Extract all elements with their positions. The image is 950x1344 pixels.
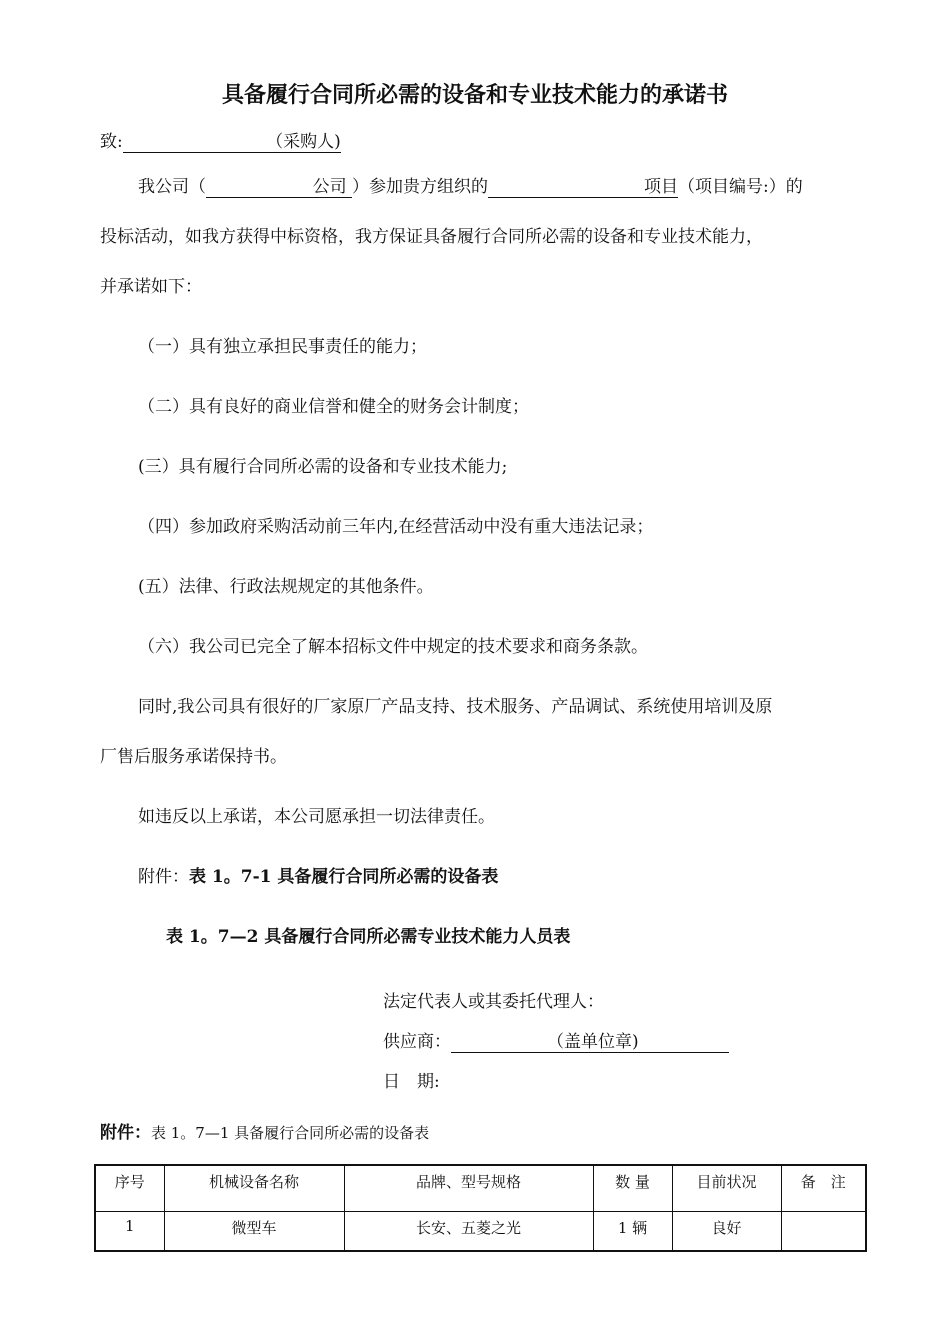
- commitment-item-5: (五）法律、行政法规规定的其他条件。: [138, 577, 434, 597]
- purchaser-label: （采购人): [266, 132, 341, 152]
- supplier-label: 供应商：: [383, 1032, 451, 1052]
- commitment-item-1: （一）具有独立承担民事责任的能力；: [138, 337, 427, 357]
- attachment-table-2: 表 1。7—2 具备履行合同所必需专业技术能力人员表: [166, 927, 571, 947]
- header-equipment-name: 机械设备名称: [164, 1165, 344, 1211]
- annex-caption: 表 1。7—1 具备履行合同所必需的设备表: [151, 1124, 430, 1142]
- purchaser-blank: [123, 132, 341, 153]
- supplier-seal-blank: [451, 1032, 729, 1053]
- attachment-line-1: [138, 862, 498, 887]
- header-status: 目前状况: [672, 1165, 781, 1211]
- project-blank: [488, 177, 678, 198]
- intro-line-1: [138, 172, 803, 198]
- commitment-item-2: （二）具有良好的商业信誉和健全的财务会计制度；: [138, 397, 529, 417]
- cell-serial: 1: [95, 1211, 164, 1251]
- table-row: [95, 1211, 866, 1251]
- representative-line: 法定代表人或其委托代理人：: [383, 992, 604, 1012]
- header-remarks: 备 注: [781, 1165, 866, 1211]
- attachment-table-1: 表 1。7-1 具备履行合同所必需的设备表: [189, 867, 499, 887]
- annex-label: 附件：: [100, 1123, 151, 1143]
- cell-quantity: 1 辆: [593, 1211, 672, 1251]
- document-title: 具备履行合同所必需的设备和专业技术能力的承诺书: [221, 82, 728, 108]
- company-blank: [206, 177, 352, 198]
- table-header-row: [95, 1165, 866, 1211]
- cell-status: 良好: [672, 1211, 781, 1251]
- header-serial: 序号: [95, 1165, 164, 1211]
- intro-text-b: ）参加贵方组织的: [352, 177, 488, 197]
- cell-equipment-name: 微型车: [164, 1211, 344, 1251]
- addressee-line: [100, 127, 341, 153]
- company-label: 公司: [312, 177, 347, 197]
- seal-label: （盖单位章): [547, 1032, 639, 1052]
- guarantee-line-1: 同时,我公司具有很好的厂家原厂产品支持、技术服务、产品调试、系统使用培训及原: [138, 697, 773, 717]
- equipment-table: [94, 1164, 867, 1252]
- attachment-prefix: 附件：: [138, 867, 189, 887]
- header-quantity: 数 量: [593, 1165, 672, 1211]
- commitment-item-6: （六）我公司已完全了解本招标文件中规定的技术要求和商务条款。: [138, 637, 648, 657]
- date-line: 日 期:: [383, 1072, 440, 1092]
- supplier-line: [383, 1027, 729, 1053]
- cell-remarks: [781, 1211, 866, 1251]
- intro-line-2: 投标活动，如我方获得中标资格，我方保证具备履行合同所必需的设备和专业技术能力，: [100, 227, 763, 247]
- intro-text-a: 我公司（: [138, 177, 206, 197]
- addressee-prefix: 致:: [100, 132, 123, 152]
- intro-line-3: 并承诺如下：: [100, 277, 202, 297]
- commitment-item-4: （四）参加政府采购活动前三年内,在经营活动中没有重大违法记录；: [138, 517, 654, 537]
- cell-brand-model: 长安、五菱之光: [344, 1211, 593, 1251]
- header-brand-model: 品牌、型号规格: [344, 1165, 593, 1211]
- project-label: 项目: [644, 177, 678, 197]
- guarantee-line-2: 厂售后服务承诺保持书。: [100, 747, 287, 767]
- annex-caption-line: [100, 1118, 429, 1143]
- commitment-item-3: (三）具有履行合同所必需的设备和专业技术能力;: [138, 457, 508, 477]
- liability-statement: 如违反以上承诺，本公司愿承担一切法律责任。: [138, 807, 495, 827]
- intro-text-c: （项目编号:）的: [678, 177, 803, 197]
